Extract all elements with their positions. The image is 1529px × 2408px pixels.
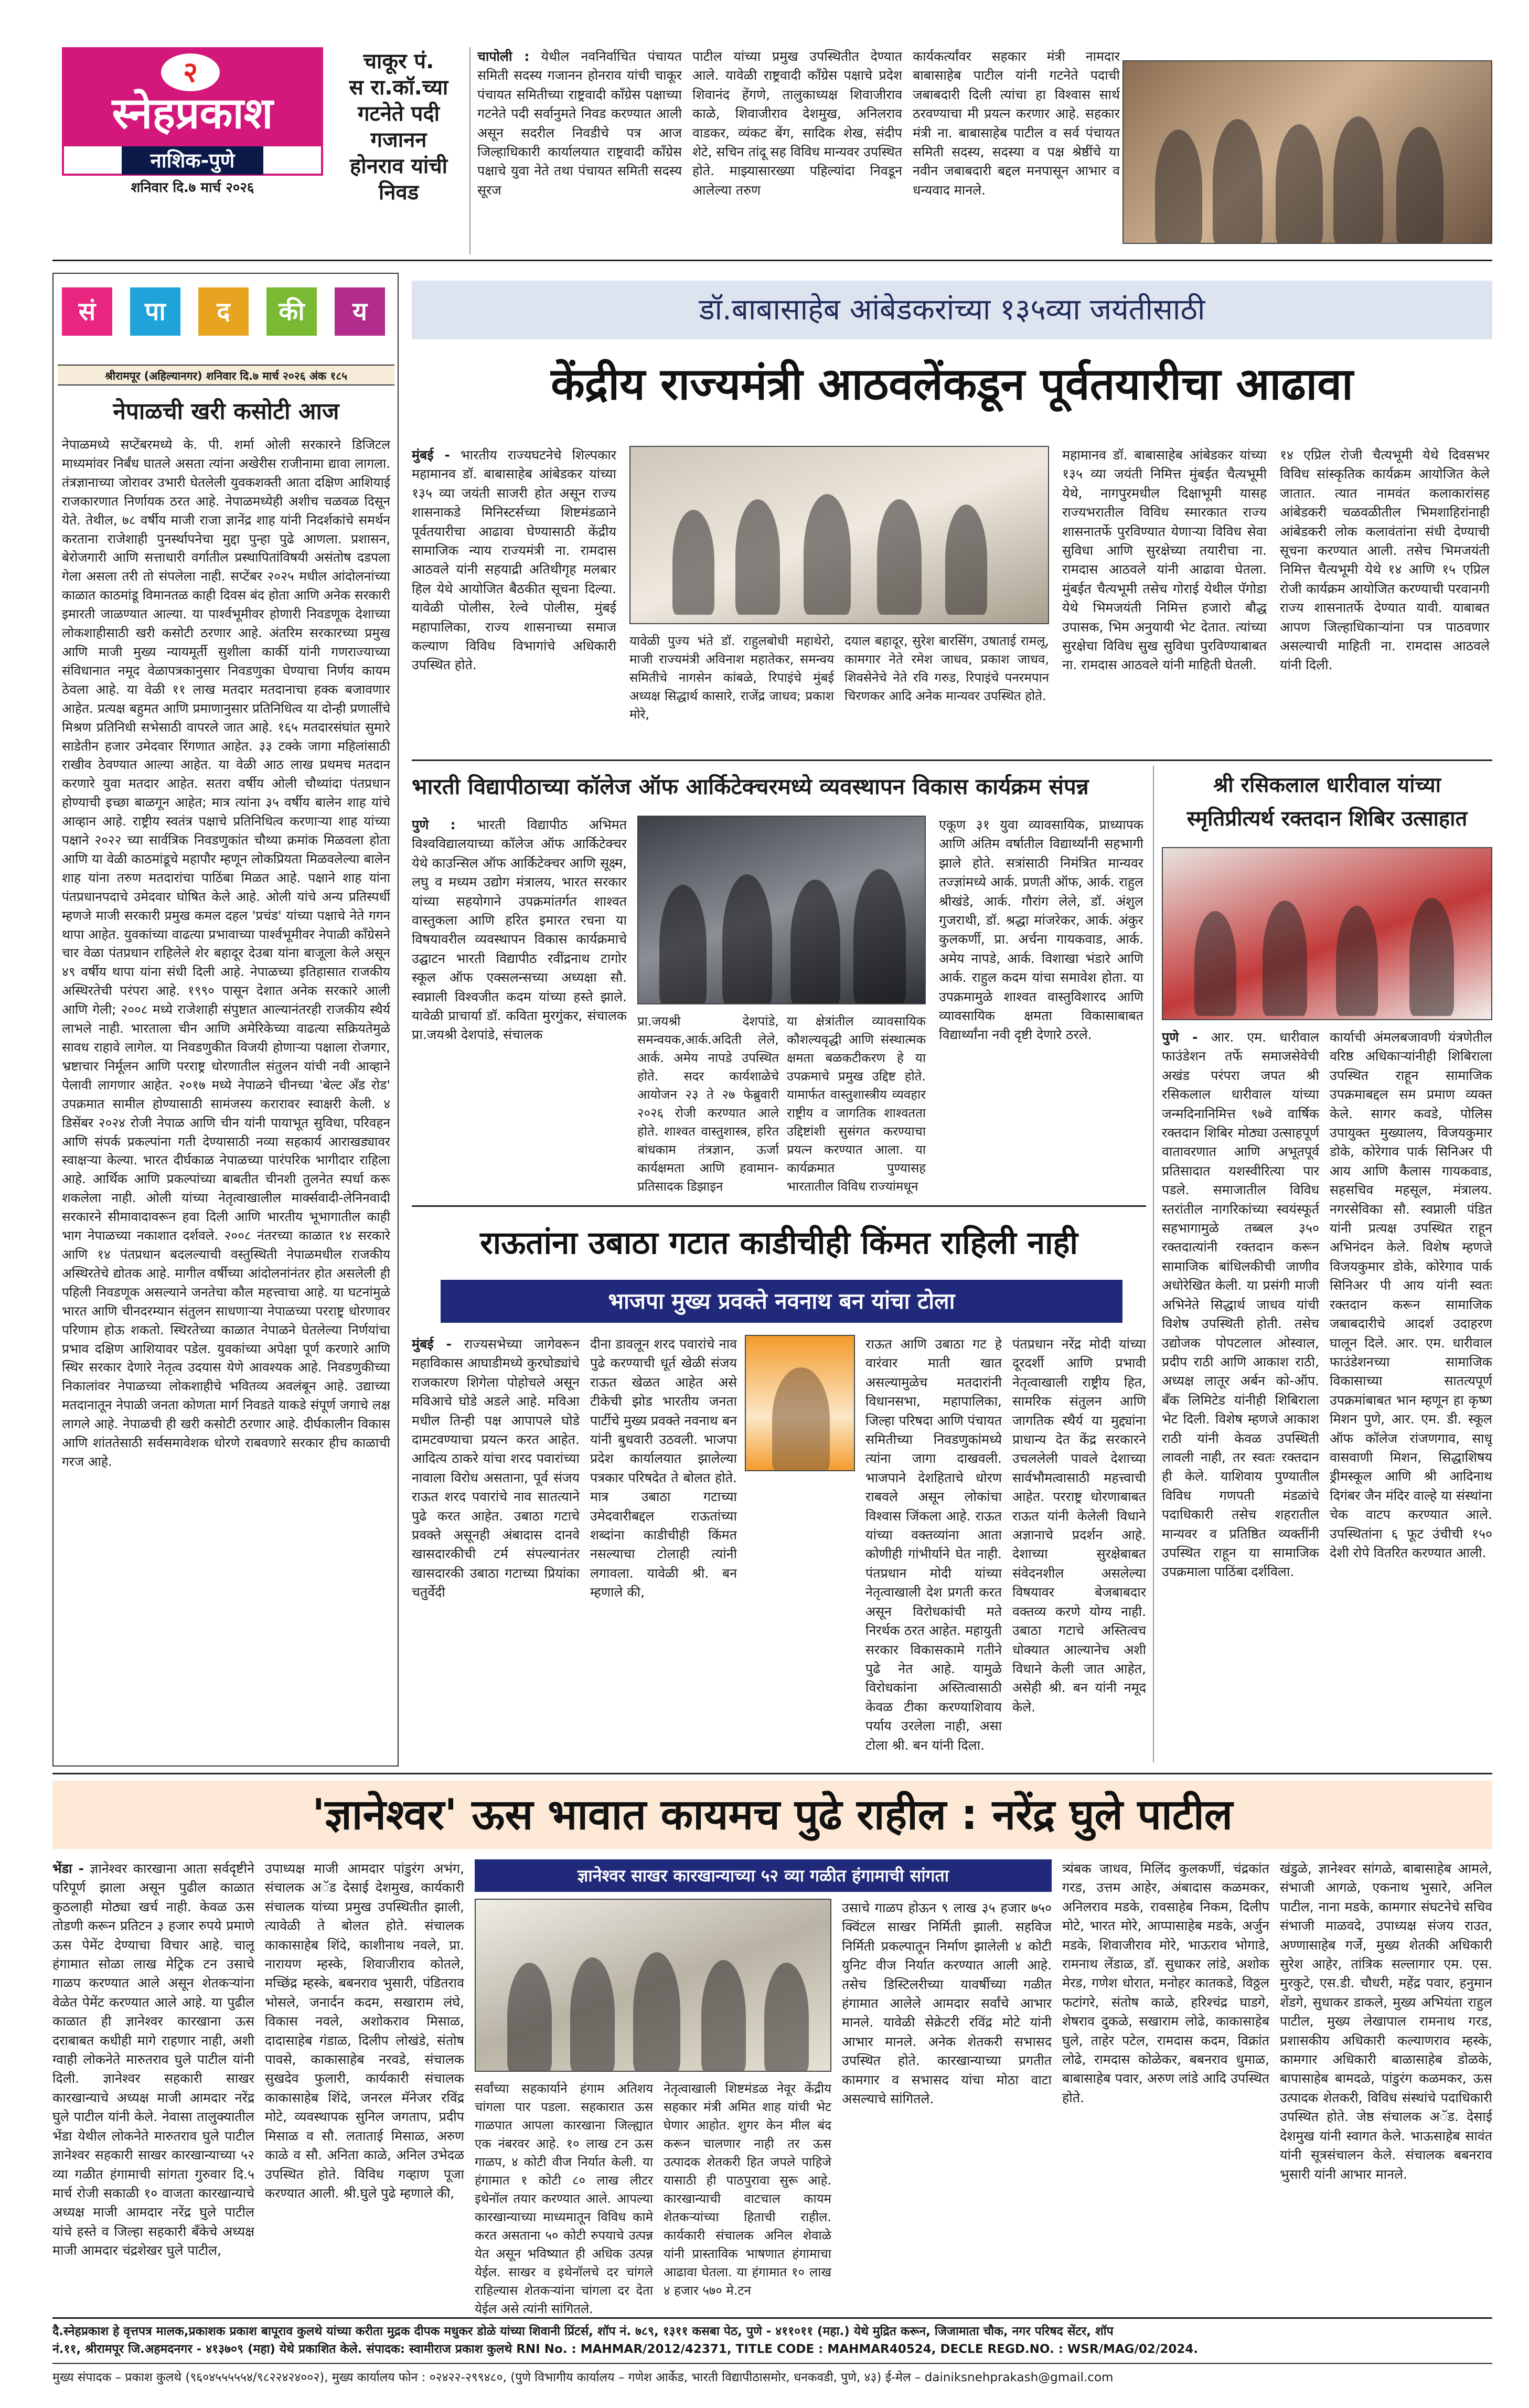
- ambedkar-kicker: डॉ.बाबासाहेब आंबेडकरांच्या १३५व्या जयंतीसाठी: [412, 281, 1492, 339]
- masthead-logo: [62, 47, 323, 176]
- dnyaneshwar-ceremony-photo: [475, 1899, 831, 2072]
- dhariwal-col-2: कार्याची अंमलबजावणी यंत्रणेतील वरिष्ठ अधिकाऱ्यांनीही शिबिराला उपस्थित राहून सामाजिक उपक्रमाबद्दल सम प्रमाण व्यक्त केले. सागर कवडे, पोलिस उपायुक्त मुख्यालय, विजयकुमार डोके, कोरेगाव पार्क सिनिअर पी आय आणि कैलास गायकवाड, सहसचिव महसूल, मंत्रालय. नगरसेविका सौ. स्वप्नाली पंडित यांनी प्रत्यक्ष उपस्थित राहून अभिनंदन केले. विशेष म्हणजे विजयकुमार डोके, कोरेगाव पार्क सिनिअर पी आय यांनी स्वतः रक्तदान करून सामाजिक जबाबदारीचे आदर्श उदाहरण घालून दिले. आर. एम. धारीवाल फाउंडेशनच्या सामाजिक विकासाच्या सातत्यपूर्ण उपक्रमांबाबत भान म्हणून हा कृष्ण मिशन पुणे, आर. एम. डी. स्कूल ऑफ कॉलेज रांजणगाव, साधू वासवाणी मिशन, सिद्धाशिषय ड्रीमस्कूल आणि श्री आदिनाथ दिगंबर जैन मंदिर वाल्हे या संस्थांना चेक वाटप करण्यात आले. उपस्थितांना ६ फूट उंचीची १५० देशी रोपे वितरित करण्यात आली.: [1330, 1030, 1492, 1560]
- editorial-body: नेपाळमध्ये सप्टेंबरमध्ये के. पी. शर्मा ओली सरकारने डिजिटल माध्यमांवर निर्बंध घातले असता त्यांना अखेरीस राजीनामा द्यावा लागला. तंत्रज्ञानाच्या जोरावर उभारी घेतलेली युवकशक्ती आता दक्षिण आशियाई राजकारणात निर्णायक ठरत आहे. नेपाळमध्येही अशीच चळवळ दिसून येते. तेथील, ७८ वर्षीय माजी राजा ज्ञानेंद्र शाह यांनी निदर्शकांचे समर्थन करताना राजेशाही पुनर्स्थापनेचा मुद्दा पुन्हा पुढे आणला. प्रशासन, बेरोजगारी आणि सत्ताधारी वर्गातील प्रस्थापितांविषयी असंतोष दडपला गेला असला तरी तो संपलेला नाही. सप्टेंबर २०२५ मधील आंदोलनांच्या काळात काठमांडू विमानतळ काही दिवस बंद होता आणि अनेक सरकारी इमारती जाळण्यात आल्या. या पार्श्वभूमीवर होणारी निवडणूक देशाच्या लोकशाहीसाठी खरी कसोटी ठरणार आहे. अंतरिम सरकारच्या प्रमुख आणि माजी मुख्य न्यायमूर्ती सुशीला कार्की यांनी गणराज्याच्या संविधानात नमूद वेळापत्रकानुसार निवडणुका घेण्याचा निर्णय कायम ठेवला आहे. या वेळी ११ लाख मतदार मतदानाचा हक्क बजावणार आहेत. प्रत्यक्ष बहुमत आणि प्रमाणानुसार प्रतिनिधित्व या दोन्ही प्रणालींचे मिश्रण प्रतिनिधी सभेसाठी वापरले जात आहे. १६५ मतदारसंघांत सुमारे साडेतीन हजार उमेदवार रिंगणात आहेत. ३३ टक्के जागा महिलांसाठी राखीव ठेवण्यात आल्या आहेत. या वेळी आठ लाख प्रथमच मतदान करणारे युवा मतदार आहेत. सतरा वर्षीय ओली चौथ्यांदा पंतप्रधान होण्याची इच्छा बाळगून आहेत; मात्र त्यांना ३५ वर्षीय बालेन शाह यांचे आव्हान आहे. राष्ट्रीय स्वतंत्र पक्षाचे प्रतिनिधित्व करणाऱ्या शाह यांच्या पक्षाने २०२२ च्या सार्वत्रिक निवडणुकांत चौथ्या क्रमांक मिळवला होता आणि या वेळी काठमांडूचे महापौर म्हणून लोकप्रियता मिळवलेल्या बालेन शाह यांना तरुण मतदारांचा पाठिंबा मिळत आहे. पक्षाने शाह यांना पंतप्रधानपदाचे उमेदवार घोषित केले आहे. ओली यांचे अन्य प्रतिस्पर्धी म्हणजे माजी सरकारी प्रमुख कमल दहल 'प्रचंड' यांच्या पक्षाचे नेते गगन थापा आहेत. युवकांच्या वाढत्या प्रभावाच्या पार्श्वभूमीवर नेपाळी काँग्रेसने चार वेळा पंतप्रधान राहिलेले शेर बहादूर देउबा यांना बाजूला केले असून ४९ वर्षीय थापा यांना संधी दिली आहे. नेपाळच्या इतिहासात राजकीय अस्थिरतेची परंपरा आहे. १९९० पासून देशात अनेक सरकारे आली आणि गेली; २००८ मध्ये राजेशाही संपुष्टात आल्यानंतरही राजकीय स्थैर्य लाभले नाही. भारताला चीन आणि अमेरिकेच्या वाढत्या सक्रियतेमुळे सावध राहावे लागेल. या निवडणुकीत विजयी होणाऱ्या पक्षाला रोजगार, भ्रष्टाचार निर्मूलन आणि परराष्ट्र धोरणातील संतुलन यांची नवी आव्हाने पेलावी लागणार आहेत. २०१७ मध्ये नेपाळने चीनच्या 'बेल्ट अँड रोड' उपक्रमात सामील होण्यासाठी सामंजस्य करारावर स्वाक्षरी केली. ४ डिसेंबर २०२४ रोजी नेपाळ आणि चीन यांनी पायाभूत सुविधा, परिवहन आणि संपर्क प्रकल्पांना गती देण्यासाठी नव्या सहकार्य आराखड्यावर स्वाक्षऱ्या केल्या. भारत दीर्घकाळ नेपाळच्या पारंपरिक भागीदार राहिला आहे. आर्थिक आणि प्रकल्पांच्या बाबतीत चीनशी तुलनेत स्पर्धा करू शकलेला नाही. ओली यांच्या नेतृत्वाखालील मार्क्सवादी-लेनिनवादी सरकारने सीमावादावरून हवा दिली आणि भारतीय भूभागातील काही भाग नेपाळच्या नकाशात दर्शवले. २००८ नंतरच्या काळात १४ सरकारे आणि १४ पंतप्रधान बदलल्याची वस्तुस्थिती नेपाळमधील राजकीय अस्थिरतेचे द्योतक आहे. मागील वर्षीच्या आंदोलनांनंतर होत असलेली ही पहिली निवडणूक असल्याने जनतेचा कौल महत्त्वाचा आहे. या घटनांमुळे भारत आणि चीनदरम्यान संतुलन साधणाऱ्या नेपाळच्या परराष्ट्र धोरणावर परिणाम होऊ शकतो. स्थिरतेच्या काळात नेपाळने घेतलेल्या निर्णयांचा प्रभाव दक्षिण आशियावर पडेल. युवकांच्या अपेक्षा पूर्ण करणारे आणि स्थिर सरकार देणारे नेतृत्व उदयास येणे आवश्यक आहे. निवडणुकीच्या निकालांवर नेपाळच्या लोकशाहीचे भवितव्य अवलंबून आहे. उद्याच्या मतदानातून नेपाळी जनता कोणता मार्ग निवडते याकडे संपूर्ण जगाचे लक्ष लागले आहे. नेपाळची ही खरी कसोटी ठरणार आहे. दीर्घकालीन विकास आणि शांततेसाठी सर्वसमावेशक धोरणे राबवणारे सरकार हीच काळाची गरज आहे.: [62, 437, 390, 1469]
- editorial-label: [62, 287, 390, 337]
- footer-contacts: मुख्य संपादक – प्रकाश कुलथे (९६०४५५५५५४/९८२२४२४००२), मुख्य कार्यालय फोन : ०२४२२-२९९४८०, (पुणे विभागीय कार्यालय – गणेश आर्केड, भारती विद्यापीठासमोर, धनकवडी, पुणे, ४३) ई-मेल – dainiksnehprakash@gmail.com: [52, 2371, 1114, 2384]
- editorial-edition-line: श्रीरामपूर (अहिल्यानगर) शनिवार दि.७ मार्च २०२६ अंक १८५: [58, 365, 394, 386]
- dhariwal-blood-camp-photo: [1162, 847, 1492, 1020]
- dhariwal-text: आर. एम. धारीवाल फाउंडेशन तर्फे समाजसेवेची अखंड परंपरा जपत श्री रसिकलाल धारीवाल यांच्या जन्मदिनानिमित्त ९७वे वार्षिक रक्तदान शिबिर मोठ्या उत्साहपूर्ण वातावरणात आणि अभूतपूर्व प्रतिसादात यशस्वीरित्या पार पडले. समाजातील विविध स्तरांतील नागरिकांच्या स्वयंस्फूर्त सहभागामुळे तब्बल ३५० रक्तदात्यांनी रक्तदान करून सामाजिक बांधिलकीची जाणीव अधोरेखित केली. या प्रसंगी माजी अभिनेते सिद्धार्थ जाधव यांची विशेष उपस्थिती होती. तसेच उद्योजक पोपटलाल ओस्वाल, प्रदीप राठी आणि आकाश राठी, अध्यक्ष लातूर अर्बन को-ऑप. बँक लिमिटेड यांनीही शिबिराला भेट दिली. विशेष म्हणजे आकाश राठी यांनी केवळ उपस्थिती लावली नाही, तर स्वतः रक्तदान ही केले. याशिवाय पुण्यातील विविध गणपती मंडळांचे पदाधिकारी तसेच शहरातील मान्यवर व प्रतिष्ठित व्यक्तींनी उपस्थित राहून या सामाजिक उपक्रमाला पाठिंबा दर्शविला.: [1162, 1030, 1319, 1580]
- bharati-col-4: एकूण ३१ युवा व्यावसायिक, प्राध्यापक आणि अंतिम वर्षातील विद्यार्थ्यांनी सहभागी झाले होते. सत्रांसाठी निमंत्रित मान्यवर तज्ज्ञांमध्ये आर्क. प्रणती ऑफ, आर्क. राहुल श्रीखंडे, आर्क. गौरांग लेले, डॉ. अंशुल गुजराथी, डॉ. श्रद्धा मांजरेकर, आर्क. अंकुर कुलकर्णी, प्रा. अर्चना गायकवाड, आर्क. अमेय नापडे, आर्क. विशाखा भंडारे आणि आर्क. राहुल कदम यांचा समावेश होता. या उपक्रमामुळे शाश्वत वास्तुविशारद आणि व्यावसायिक क्षमता विकासाबाबत विद्यार्थ्यांना नवी दृष्टी देणारे ठरले.: [939, 817, 1143, 1043]
- raut-dateline: मुंबई -: [412, 1336, 452, 1352]
- bharati-headline: भारती विद्यापीठाच्या कॉलेज ऑफ आर्किटेक्चरमध्ये व्यवस्थापन विकास कार्यक्रम संपन्न: [412, 774, 1089, 799]
- edition-name: नाशिक-पुणे: [150, 149, 235, 172]
- ambedkar-photo-caption: यावेळी पुज्य भंते डॉ. राहुलबोधी महाथेरो, माजी राज्यमंत्री अविनाश महातेकर, समन्वय समितीचे नागसेन कांबळे, रिपाइंचे मुंबई अध्यक्ष सिद्धार्थ कासारे, राजेंद्र जाधव; प्रकाश मोरे,: [629, 634, 834, 722]
- ambedkar-dateline: मुंबई -: [412, 447, 450, 463]
- raut-headline: राऊतांना उबाठा गटात काडीचीही किंमत राहिली नाही: [480, 1225, 1078, 1261]
- bharati-text: भारती विद्यापीठ अभिमत विश्वविद्यालयाच्या कॉलेज ऑफ आर्किटेक्चर येथे काउन्सिल ऑफ आर्किटेक्चर आणि सूक्ष्म, लघु व मध्यम उद्योग मंत्रालय, भारत सरकार यांच्या सहयोगाने उपक्रमांतर्गत शाश्वत वास्तुकला आणि हरित इमारत रचना या विषयावरील व्यवस्थापन विकास कार्यक्रमाचे उद्घाटन भारती विद्यापीठ रवींद्रनाथ टागोर स्कूल ऑफ एक्सलन्सच्या अध्यक्षा सौ. स्वप्नाली विश्वजीत कदम यांच्या हस्ते झाले. यावेळी प्राचार्या डॉ. कविता मुरगुंकर, संचालक प्रा.जयश्री देशपांडे, संचालक: [412, 817, 627, 1043]
- dhariwal-headline-line: श्री रसिकलाल धारीवाल यांच्या: [1213, 773, 1441, 797]
- top-story-col-1: [477, 47, 682, 254]
- bharati-col-2: प्रा.जयश्री देशपांडे, समन्वयक,आर्क.अदिती लेले, आर्क. अमेय नापडे उपस्थित होते. सदर कार्यशाळेचे आयोजन २३ ते २७ फेब्रुवारी २०२६ रोजी करण्यात आले होते. शाश्वत वास्तुशास्त्र, हरित बांधकाम तंत्रज्ञान, ऊर्जा कार्यक्षमता आणि हवामान-प्रतिसादक डिझाइन: [637, 1014, 779, 1194]
- raut-text: राज्यसभेच्या जागेवरून महाविकास आघाडीमध्ये कुरघोड्यांचे राजकारण शिगेला पोहोचले असून मविआचे घोडे अडले आहे. मविआ मधील तिन्ही पक्ष आपापले घोडे दामटवण्याचा प्रयत्न करत आहेत. आदित्य ठाकरे यांचा शरद पवारांच्या नावाला विरोध असताना, पूर्व संजय राऊत शरद पवारांचे नाव सातत्याने पुढे करत आहेत. उबाठा गटाचे प्रवक्ते असूनही अंबादास दानवे खासदारकीची टर्म संपल्यानंतर खासदारकी उबाठा गटाच्या प्रियांका चतुर्वेदी: [412, 1336, 580, 1600]
- ambedkar-col-4: १४ एप्रिल रोजी चैत्यभूमी येथे दिवसभर विविध सांस्कृतिक कार्यक्रम आयोजित केले जातात. त्यात नामवंत कलाकारांसह आंबेडकरी चळवळीतील भिमशाहिरांनाही आंबेडकरी लोक कलावंतांना संधी देण्याची सूचना करण्यात आली. तसेच भिमजयंती निमित्त चैत्यभूमी येथे १४ आणि १५ एप्रिल रोजी कार्यक्रम आयोजित करण्याची परवानगी राज्य शासनातर्फे देण्यात यावी. याबाबत आपण जिल्हाधिकाऱ्यांना पत्र पाठवणार असल्याची माहिती ना. रामदास आठवले यांनी दिली.: [1280, 447, 1490, 673]
- dhariwal-headline: [1162, 768, 1492, 836]
- bharati-dateline: पुणे :: [412, 817, 456, 832]
- top-headline-line: गजानन: [370, 128, 427, 152]
- dnyaneshwar-text: ज्ञानेश्वर कारखाना आता सर्वदृष्टीने परिपूर्ण झाला असून पुढील काळात कुठलाही मोठ्या खर्च नाही. केवळ ऊस तोडणी करून प्रतिटन ३ हजार रुपये प्रमाणे ऊस पेमेंट देण्याचा विचार आहे. चालू हंगामात सोळा लाख मेट्रिक टन उसाचे गाळप करण्यात आले असून शेतकऱ्यांना वेळेत पेमेंट करण्यात आले आहे. या पुढील काळात ही ज्ञानेश्वर कारखाना ऊस दराबाबत कधीही मागे राहणार नाही, अशी ग्वाही लोकनेते मारुतराव घुले पाटील यांनी दिली. ज्ञानेश्वर सहकारी साखर कारखान्याचे अध्यक्ष माजी आमदार नरेंद्र घुले पाटील यांनी केले. नेवासा तालुक्यातील भेंडा येथील लोकनेते मारुतराव घुले पाटील ज्ञानेश्वर सहकारी साखर कारखान्याच्या ५२ व्या गळीत हंगामाची सांगता गुरुवार दि.५ मार्च रोजी सकाळी १० वाजता कारखान्याचे अध्यक्ष माजी आमदार नरेंद्र घुले पाटील यांचे हस्ते व जिल्हा सहकारी बँकेचे अध्यक्ष माजी आमदार चंद्रशेखर घुले पाटील,: [52, 1861, 254, 2259]
- dnyaneshwar-subhead: ज्ञानेश्वर साखर कारखान्याच्या ५२ व्या गळीत हंगामाची सांगता: [475, 1859, 1052, 1892]
- editorial-letter: पा: [130, 287, 180, 336]
- edition-band: [122, 146, 263, 175]
- page-number: २: [183, 56, 198, 89]
- paper-name: स्नेहप्रकाश: [112, 89, 273, 138]
- editorial-letter: सं: [62, 287, 112, 336]
- ambedkar-col-2: दयाल बहादूर, सुरेश बारसिंग, उषाताई रामलू, कामगार नेते रमेश जाधव, प्रकाश जाधव, शिवसेनेचे नेते रवि गरुड, रिपाइंचे पनरमपान चिरणकर आदि अनेक मान्यवर उपस्थित होते.: [844, 634, 1049, 703]
- raut-col-2: दीना डावलून शरद पवारांचे नाव पुढे करण्याची धूर्त खेळी संजय राऊत खेळत आहेत असे टीकेची झोड भारतीय जनता पार्टीचे मुख्य प्रवक्ते नवनाथ बन यांनी बुधवारी उठवली. भाजपा प्रदेश कार्यालयात झालेल्या पत्रकार परिषदेत ते बोलत होते. मात्र उबाठा गटाच्या उमेदवारीबद्दल राऊतांच्या शब्दांना काडीचीही किंमत नसल्याचा टोलाही त्यांनी लगावला. यावेळी श्री. बन म्हणाले की,: [590, 1336, 737, 1600]
- bharati-col-1: [412, 816, 627, 1198]
- top-story-photo: [1122, 60, 1492, 244]
- bharati-workshop-photo: [637, 816, 926, 1004]
- raut-col-4: पंतप्रधान नरेंद्र मोदी यांच्या दूरदर्शी आणि प्रभावी नेतृत्वाखाली राष्ट्रीय हित, सामरिक संतुलन आणि जागतिक स्थैर्य या मुद्द्यांना प्राधान्य देत केंद्र सरकारने उचललेली पावले देशाच्या सार्वभौमत्वासाठी महत्त्वाची आहेत. परराष्ट्र धोरणाबाबत राऊत यांनी केलेली विधाने अज्ञानाचे प्रदर्शन आहे. देशाच्या सुरक्षेबाबत संवेदनशील असलेल्या विषयावर बेजबाबदार वक्तव्य करणे योग्य नाही. उबाठा गटाचे अस्तित्वच धोक्यात आल्यानेच अशी विधाने केली जात आहेत, असेही श्री. बन यांनी नमूद केले.: [1012, 1336, 1146, 1715]
- dhariwal-headline-line: स्मृतिप्रीत्यर्थ रक्तदान शिबिर उत्साहात: [1186, 807, 1468, 831]
- dnyaneshwar-col-2: उपाध्यक्ष माजी आमदार पांडुरंग अभंग, संचालक अॅड देसाई देशमुख, कार्यकारी संचालक यांच्या प्रमुख उपस्थितीत झाली, त्यावेळी ते बोलत होते. संचालक काकासाहेब शिंदे, काशीनाथ नवले, प्रा. नारायण म्हस्के, शिवाजीराव कोतले, मच्छिंद्र म्हस्के, बबनराव भुसारी, पंडितराव भोसले, जनार्दन कदम, सखाराम लंघे, विकास नवले, अशोकराव मिसाळ, दादासाहेब गंडाळ, दिलीप लोखंडे, संतोष पावसे, काकासाहेब नरवडे, संचालक सुखदेव फुलारी, कार्यकारी संचालक काकासाहेब शिंदे, जनरल मॅनेजर रविंद्र मोटे, व्यवस्थापक सुनिल जगताप, प्रदीप मिसाळ व सौ. लताताई मिसाळ, अरुण काळे व सौ. अनिता काळे, अनिल उभेदळ उपस्थित होते. विविध गव्हाण पूजा करण्यात आली. श्री.घुले पुढे म्हणाले की,: [265, 1861, 464, 2201]
- top-headline-line: चाकूर पं.: [363, 49, 434, 73]
- ambedkar-col-1: [412, 446, 616, 750]
- raut-col-1: [412, 1335, 580, 1765]
- ambedkar-headline: केंद्रीय राज्यमंत्री आठवलेंकडून पूर्वतयारीचा आढावा: [551, 358, 1353, 410]
- dhariwal-col-1: [1162, 1028, 1319, 1762]
- dnyaneshwar-col-4: उसाचे गाळप होऊन ९ लाख ३५ हजार ७५० क्विंटल साखर निर्मिती झाली. सहविज निर्मिती प्रकल्पातून निर्माण झालेली ४ कोटी युनिट वीज निर्यात करण्यात आली आहे. तसेच डिस्टिलरीच्या यावर्षीच्या गळीत हंगामात आलेले आमदार सर्वांचे आभार मानले. यावेळी सेक्रेटरी रविंद्र मोटे यांनी आभार मानले. अनेक शेतकरी सभासद उपस्थित होते. कारखान्याच्या प्रगतीत कामगार व सभासद यांचा मोठा वाटा असल्याचे सांगितले.: [842, 1900, 1052, 2107]
- footer-imprint-line: दै.स्नेहप्रकाश हे वृत्तपत्र मालक,प्रकाशक प्रकाश बापूराव कुलथे यांच्या करीता मुद्रक दीपक मधुकर डोळे यांच्या शिवानी प्रिंटर्स, शॉप नं. ७८९, १३११ कसबा पेठ, पुणे - ४११०११ (महा.) येथे मुद्रित करून, जिजामाता चौक, नगर परिषद सेंटर, शॉप: [52, 2325, 1114, 2338]
- raut-subhead: भाजपा मुख्य प्रवक्ते नवनाथ बन यांचा टोला: [441, 1280, 1122, 1323]
- dnyaneshwar-photo-caption: सर्वांच्या सहकार्याने हंगाम अतिशय चांगला पार पडला. सहकारात ऊस गाळपात आपला कारखाना जिल्ह्यात एक नंबरवर आहे. १० लाख टन ऊस गाळप, ४ कोटी वीज निर्यात केली. या हंगामात १ कोटी ८० लाख लीटर इथेनॉल तयार करण्यात आले. आपल्या कारखान्याच्या माध्यमातून विविध कामे करत असताना ५० कोटी रुपयाचे उत्पन्न येत असून भविष्यात ही अधिक उत्पन्न येईल. साखर व इथेनॉलचे दर चांगले राहिल्यास शेतकऱ्यांना चांगला दर देता येईल असे त्यांनी सांगितले.: [475, 2081, 653, 2316]
- dnyaneshwar-col-6: खंडुळे, ज्ञानेश्वर सांगळे, बाबासाहेब आमले, संभाजी आगळे, एकनाथ भुसारे, अनिल पाटील, नाना मडके, कामगार संघटनेचे सचिव संभाजी माळवदे, उपाध्यक्ष संजय राउत, अण्णासाहेब गर्जे, मुख्य शेतकी अधिकारी सुरेश आहेर, तांत्रिक सल्लागार एम. एस. मुरकुटे, एस.डी. चौधरी, महेंद्र पवार, हनुमान शेंडगे, सुधाकर डाकले, मुख्य अभियंता राहुल पाटील, मुख्य लेखापाल रामनाथ गरड, प्रशासकीय अधिकारी कल्याणराव म्हस्के, कामगार अधिकारी बाळासाहेब डोळके, बापासाहेब बामदळे, पांडुरंग कळमकर, ऊस उत्पादक शेतकरी, विविध संस्थांचे पदाधिकारी उपस्थित होते. जेष्ठ संचालक अॅड. देसाई देशमुख यांनी स्वागत केले. भाऊसाहेब सावंत यांनी सूत्रसंचालन केले. संचालक बबनराव भुसारी यांनी आभार मानले.: [1280, 1861, 1492, 2182]
- dnyaneshwar-dateline: भेंडा -: [52, 1861, 84, 1876]
- raut-col-3: राऊत आणि उबाठा गट हे वारंवार माती खात असल्यामुळेच मतदारांनी विधानसभा, महापालिका, जिल्हा परिषदा आणि पंचायत समितीच्या निवडणुकांमध्ये त्यांना जागा दाखवली. भाजपाने देशहिताचे धोरण राबवले असून लोकांचा विश्वास जिंकला आहे. राऊत यांच्या वक्तव्यांना आता कोणीही गांभीर्याने घेत नाही. पंतप्रधान मोदी यांच्या नेतृत्वाखाली देश प्रगती करत असून विरोधकांची मते निरर्थक ठरत आहेत. महायुती सरकार विकासकामे गतीने पुढे नेत आहे. यामुळे विरोधकांना अस्तित्वासाठी केवळ टीका करण्याशिवाय पर्याय उरलेला नाही, असा टोला श्री. बन यांनी दिला.: [865, 1336, 1002, 1753]
- dnyaneshwar-col-3: नेतृत्वाखाली शिष्टमंडळ नेवूर केंद्रीय सहकार मंत्री अमित शाह यांची भेट घेणार आहोत. शुगर केन मील बंद करून चालणार नाही तर ऊस उत्पादक शेतकरी हित जपले पाहिजे यासाठी ही पाठपुरावा सुरू आहे. कारखान्याची वाटचाल कायम शेतकऱ्यांच्या हिताची राहील. कार्यकारी संचालक अनिल शेवाळे यांनी प्रास्ताविक भाषणात हंगामाचा आढावा घेतला. या हंगामात १० लाख ४ हजार ५७० मे.टन: [664, 2081, 831, 2298]
- top-story-headline: [336, 48, 462, 206]
- dnyaneshwar-col-1: [52, 1859, 254, 2310]
- editorial-letter: द: [198, 287, 249, 336]
- editorial-letter: की: [266, 287, 317, 336]
- top-story-col-2: पाटील यांच्या प्रमुख उपस्थितीत देण्यात आले. यावेळी राष्ट्रवादी काँग्रेस पक्षाचे प्रदेश शिवानंद हेंगणे, तालुकाध्यक्ष शिवाजीराव काळे, शिवाजीराव देशमुख, अनिलराव वाडकर, व्यंकट बेंग, सादिक शेख, संदीप शेटे, सचिन तांदू सह विविध मान्यवर उपस्थित होते. माझ्यासारख्या पहिल्यांदा निवडून आलेल्या तरुण: [692, 49, 902, 198]
- top-story-text: येथील नवनिर्वाचित पंचायत समिती सदस्य गजानन होनराव यांची चाकूर पंचायत समितीच्या राष्ट्रवादी काँग्रेस पक्षाच्या गटनेते पदी सर्वानुमते निवड करण्यात आली असून सदरील निवडीचे पत्र आज जिल्हाधिकारी कार्यालयात राष्ट्रवादी काँग्रेस पक्षाचे युवा नेते तथा पंचायत समिती सदस्य सूरज: [477, 49, 682, 198]
- top-headline-line: निवड: [378, 180, 419, 205]
- top-headline-line: स रा.कॉ.च्या: [349, 76, 448, 100]
- ambedkar-text: भारतीय राज्यघटनेचे शिल्पकार महामानव डॉ. बाबासाहेब आंबेडकर यांच्या १३५ व्या जयंती साजरी होत असून राज्य शासनाकडे मिनिस्टर्सच्या शिष्टमंडळाने पूर्वतयारीचा आढावा घेण्यासाठी केंद्रीय सामाजिक न्याय राज्यमंत्री ना. रामदास आठवले यांनी सहयाद्री अतिथीगृह मलबार हिल येथे आयोजित बैठकीत सूचना दिल्या. यावेळी पोलीस, रेल्वे पोलीस, मुंबई महापालिका, राज्य शासनाच्या समाज कल्याण विविध विभागांचे अधिकारी उपस्थित होते.: [412, 447, 616, 673]
- raut-portrait-photo: [745, 1335, 855, 1471]
- top-story-dateline: चापोली :: [477, 49, 530, 64]
- ambedkar-meeting-photo: [629, 446, 1049, 624]
- dnyaneshwar-col-5: त्र्यंबक जाधव, मिलिंद कुलकर्णी, चंद्रकांत गरड, उत्तम आहेर, अंबादास कळमकर, अनिलराव मडके, रावसाहेब निकम, दिलीप मोटे, भारत मोरे, आप्पासाहेब मडके, अर्जुन मडके, शिवाजीराव मोरे, भाऊराव भोगाडे, रामनाथ लेंडाळ, डॉ. सुधाकर लांडे, अशोक मेरड, गणेश धोरात, मनोहर कातकडे, विठ्ठल फटांगरे, संतोष काळे, हरिश्चंद्र घाडगे, शेषराव दुकळे, सखाराम लोढे, काकासाहेब घुले, ताहेर पटेल, रामदास कदम, विक्रांत लोढे, रामदास कोळेकर, बबनराव धुमाळ, बाबासाहेब पवार, अरुण लांडे आदि उपस्थित होते.: [1062, 1861, 1269, 2105]
- editorial-letter: य: [335, 287, 385, 336]
- date-line: शनिवार दि.७ मार्च २०२६: [131, 180, 254, 196]
- bharati-col-3: या क्षेत्रांतील व्यावसायिक कौशल्यवृद्धी आणि संस्थात्मक क्षमता बळकटीकरण हे या उपक्रमाचे प्रमुख उद्दिष्ट होते. यामार्फत वास्तुशास्त्रीय व्यवहार राष्ट्रीय व जागतिक शाश्वतता उद्दिष्टांशी सुसंगत करण्याचा प्रयत्न करण्यात आला. या कार्यक्रमात पुण्यासह भारतातील विविध राज्यांमधून: [787, 1014, 926, 1194]
- editorial-title: नेपाळची खरी कसोटी आज: [113, 398, 339, 425]
- footer-imprint-line: नं.११, श्रीरामपूर जि.अहमदनगर - ४१३७०९ (महा) येथे प्रकाशित केले. संपादक: स्वामीराज प्रकाश कुलथे RNI No. : MAHMAR/2012/42371, TITLE CODE : MAHMAR40524, DECLE REGD.NO. : WSR/MAG/02/2024.: [52, 2342, 1199, 2356]
- dnyaneshwar-headline: 'ज्ञानेश्वर' ऊस भावात कायमच पुढे राहील : नरेंद्र घुले पाटील: [52, 1781, 1492, 1849]
- top-headline-line: होनराव यांची: [349, 154, 447, 178]
- dhariwal-dateline: पुणे -: [1162, 1030, 1198, 1045]
- footer-imprint: [52, 2323, 1492, 2358]
- ambedkar-col-3: महामानव डॉ. बाबासाहेब आंबेडकर यांच्या १३५ व्या जयंती निमित्त मुंबईत चैत्यभूमी येथे, नागपुरमधील दिक्षाभूमी यासह राज्यभरातील विविध स्मारकात राज्य शासनातर्फे पुरविण्यात येणाऱ्या विविध सेवा सुविधा आणि सुरक्षेच्या तयारीचा ना. रामदास आठवले यांनी आढावा घेतला. मुंबईत चैत्यभूमी तसेच गोराई येथील पॅगोडा येथे भिमजयंती निमित्त हजारो बौद्ध उपासक, भिम अनुयायी भेट देतात. त्यांच्या सुरक्षेचा विविध सुख सुविधा पुरविण्याबाबत ना. रामदास आठवले यांनी माहिती घेतली.: [1062, 447, 1267, 673]
- top-story-col-3: कार्यकर्त्यांवर सहकार मंत्री नामदार बाबासाहेब पाटील यांनी गटनेते पदाची जबाबदारी दिली त्यांचा हा विश्वास सार्थ ठरवण्याचा मी प्रयत्न करणार आहे. सहकार मंत्री ना. बाबासाहेब पाटील व सर्व पंचायत समिती सदस्य, सदस्या व पक्ष श्रेष्ठींचे या नवीन जबाबदारी बद्दल मनपासून आभार व धन्यवाद मानले.: [913, 49, 1120, 198]
- top-headline-line: गटनेते पदी: [358, 102, 440, 126]
